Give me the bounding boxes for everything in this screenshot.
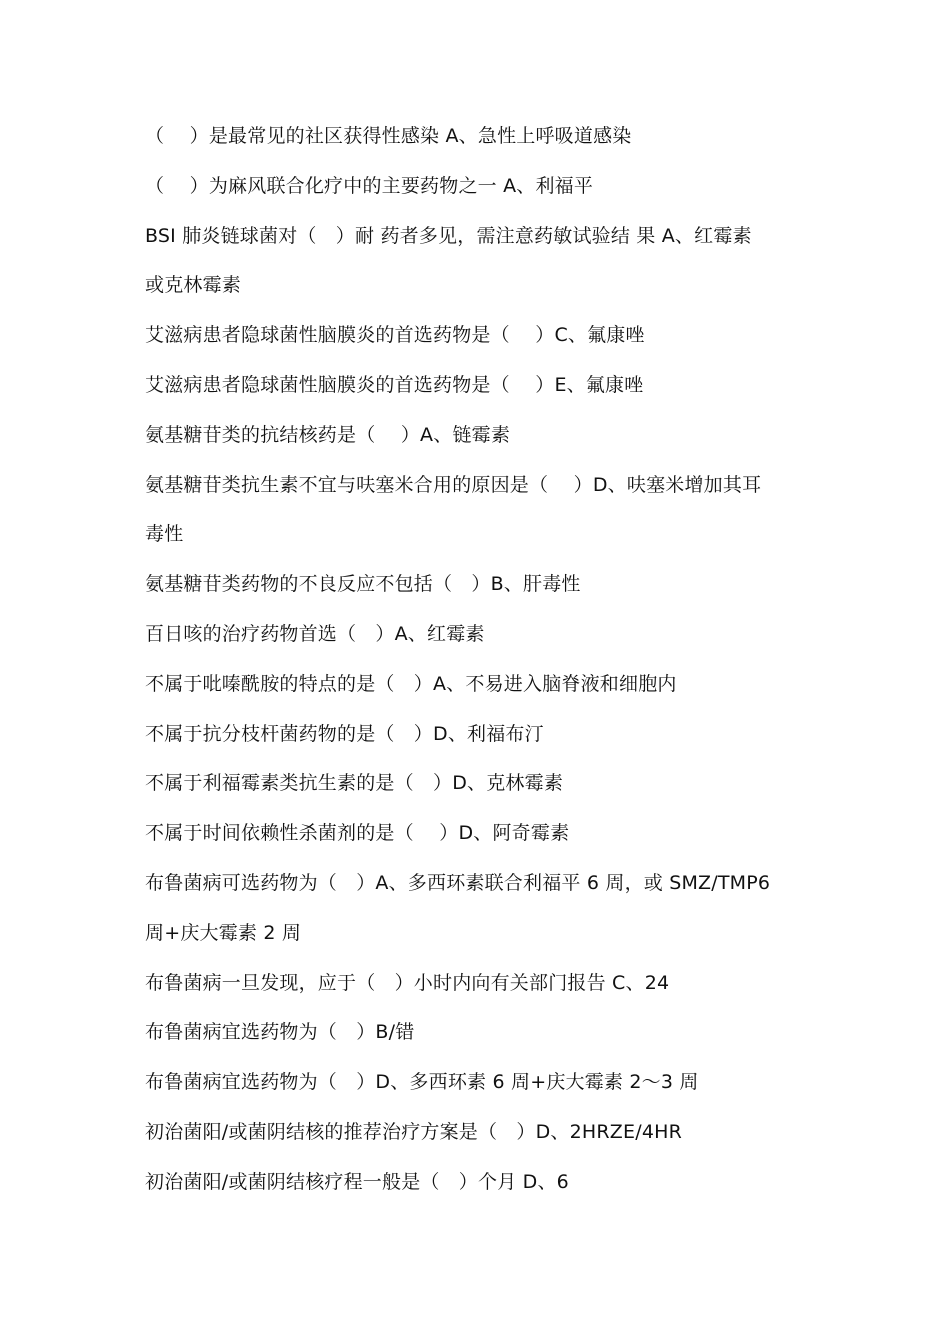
- text-line: （ ）为麻风联合化疗中的主要药物之一 A、利福平: [145, 174, 594, 197]
- text-line: 周+庆大霉素 2 周: [145, 921, 302, 944]
- text-line: 布鲁菌病宜选药物为（ ）B/错: [145, 1021, 415, 1044]
- text-line: 艾滋病患者隐球菌性脑膜炎的首选药物是（ ）E、氟康唑: [145, 373, 644, 396]
- text-line: 氨基糖苷类药物的不良反应不包括（ ）B、肝毒性: [145, 573, 581, 596]
- text-line: 氨基糖苷类的抗结核药是（ ）A、链霉素: [145, 423, 511, 446]
- text-line: （ ）是最常见的社区获得性感染 A、急性上呼吸道感染: [145, 125, 632, 147]
- text-line: 初治菌阳/或菌阴结核的推荐治疗方案是（ ）D、2HRZE/4HR: [145, 1120, 683, 1143]
- text-line: 氨基糖苷类抗生素不宜与呋塞米合用的原因是（ ）D、呋塞米增加其耳: [145, 473, 762, 496]
- text-line: 毒性: [145, 523, 184, 546]
- document-body: [145, 112, 810, 1208]
- text-line: 不属于吡嗪酰胺的特点的是（ ）A、不易进入脑脊液和细胞内: [145, 672, 677, 695]
- text-line: 布鲁菌病宜选药物为（ ）D、多西环素 6 周+庆大霉素 2～3 周: [145, 1071, 699, 1094]
- text-line: BSI 肺炎链球菌对（ ）耐 药者多见，需注意药敏试验结 果 A、红霉素: [145, 224, 752, 247]
- text-line: 布鲁菌病可选药物为（ ）A、多西环素联合利福平 6 周，或 SMZ/TMP6: [145, 871, 771, 894]
- text-line: 不属于时间依赖性杀菌剂的是（ ）D、阿奇霉素: [145, 822, 570, 845]
- text-line: 不属于利福霉素类抗生素的是（ ）D、克林霉素: [145, 772, 564, 795]
- text-line: 初治菌阳/或菌阴结核疗程一般是（ ）个月 D、6: [145, 1170, 569, 1193]
- text-line: 布鲁菌病一旦发现，应于（ ）小时内向有关部门报告 C、24: [145, 971, 670, 994]
- text-line: 百日咳的治疗药物首选（ ）A、红霉素: [145, 622, 485, 645]
- text-line: 不属于抗分枝杆菌药物的是（ ）D、利福布汀: [145, 722, 544, 745]
- text-line: 或克林霉素: [145, 274, 242, 297]
- text-line: 艾滋病患者隐球菌性脑膜炎的首选药物是（ ）C、氟康唑: [145, 324, 645, 347]
